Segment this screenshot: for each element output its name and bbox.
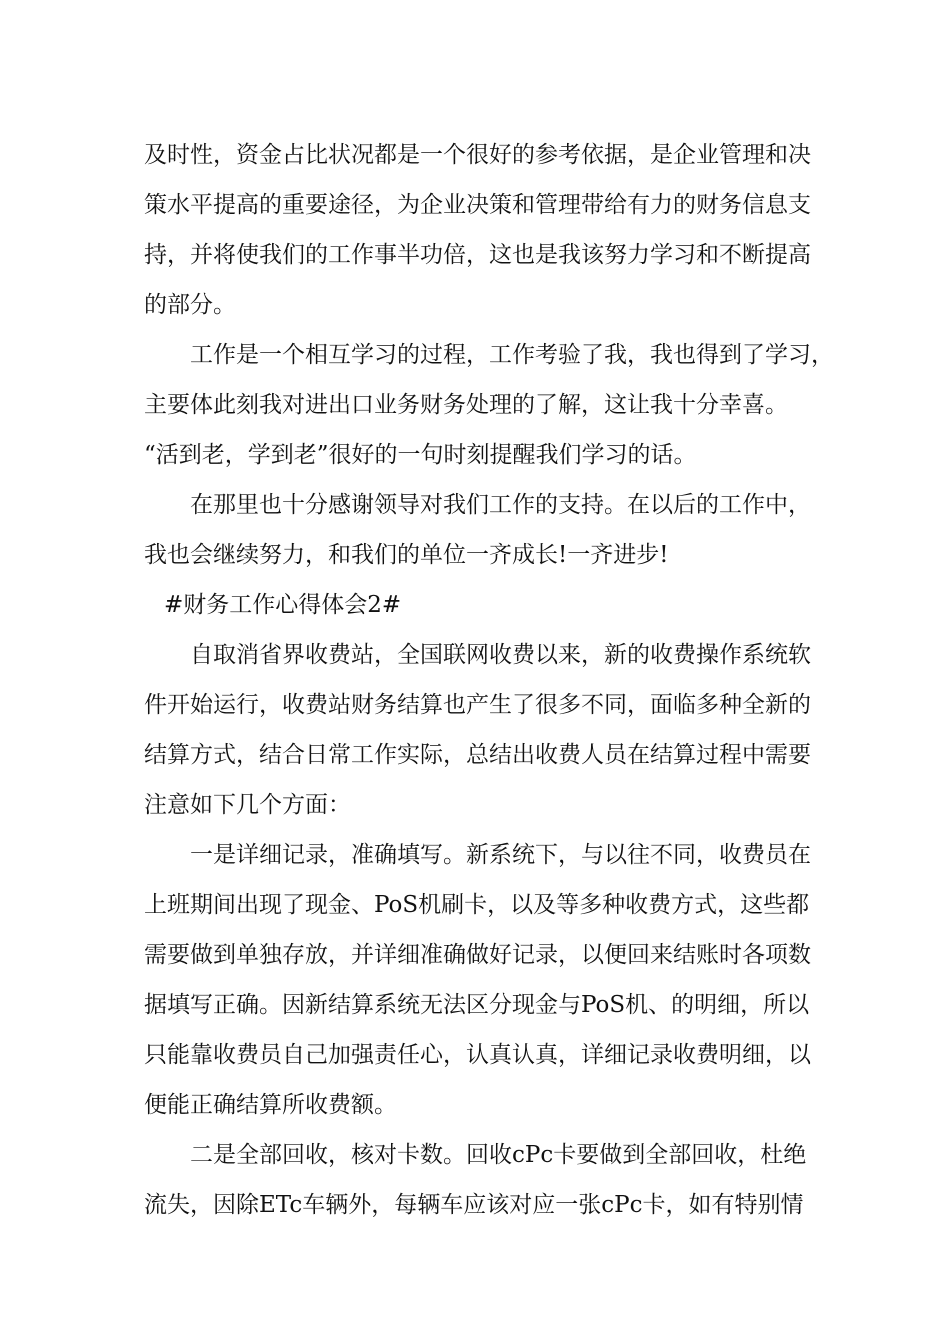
text-line: 便能正确结算所收费额。	[144, 1092, 397, 1118]
text-line: 主要体此刻我对进出口业务财务处理的了解，这让我十分幸喜。	[144, 392, 788, 418]
text-line: 注意如下几个方面：	[144, 792, 351, 818]
text-line: 流失，因除ETc车辆外，每辆车应该对应一张cPc卡，如有特别情	[144, 1192, 804, 1218]
paragraph-first-line: 一是详细记录，准确填写。新系统下，与以往不同，收费员在	[190, 842, 811, 868]
text-line: “活到老，学到老”很好的一句时刻提醒我们学习的话。	[144, 442, 697, 468]
paragraph-first-line: 自取消省界收费站，全国联网收费以来，新的收费操作系统软	[190, 642, 811, 668]
text-line: 及时性，资金占比状况都是一个很好的参考依据，是企业管理和决	[144, 142, 811, 168]
text-line: 的部分。	[144, 292, 236, 318]
text-line: 策水平提高的重要途径，为企业决策和管理带给有力的财务信息支	[144, 192, 811, 218]
paragraph-first-line: 在那里也十分感谢领导对我们工作的支持。在以后的工作中，	[190, 492, 811, 518]
section-heading: #财务工作心得体会2#	[164, 592, 402, 618]
text-line: 件开始运行，收费站财务结算也产生了很多不同，面临多种全新的	[144, 692, 811, 718]
text-line: 上班期间出现了现金、PoS机刷卡，以及等多种收费方式，这些都	[144, 892, 810, 918]
text-line: 结算方式，结合日常工作实际，总结出收费人员在结算过程中需要	[144, 742, 811, 768]
text-line: 需要做到单独存放，并详细准确做好记录，以便回来结账时各项数	[144, 942, 811, 968]
text-line: 持，并将使我们的工作事半功倍，这也是我该努力学习和不断提高	[144, 242, 811, 268]
text-line: 我也会继续努力，和我们的单位一齐成长!一齐进步!	[144, 542, 669, 568]
paragraph-first-line: 工作是一个相互学习的过程，工作考验了我，我也得到了学习，	[190, 342, 834, 368]
text-line: 据填写正确。因新结算系统无法区分现金与PoS机、的明细，所以	[144, 992, 810, 1018]
document-body	[144, 130, 834, 1230]
text-line: 只能靠收费员自己加强责任心，认真认真，详细记录收费明细，以	[144, 1042, 811, 1068]
paragraph-first-line: 二是全部回收，核对卡数。回收cPc卡要做到全部回收，杜绝	[190, 1142, 807, 1168]
